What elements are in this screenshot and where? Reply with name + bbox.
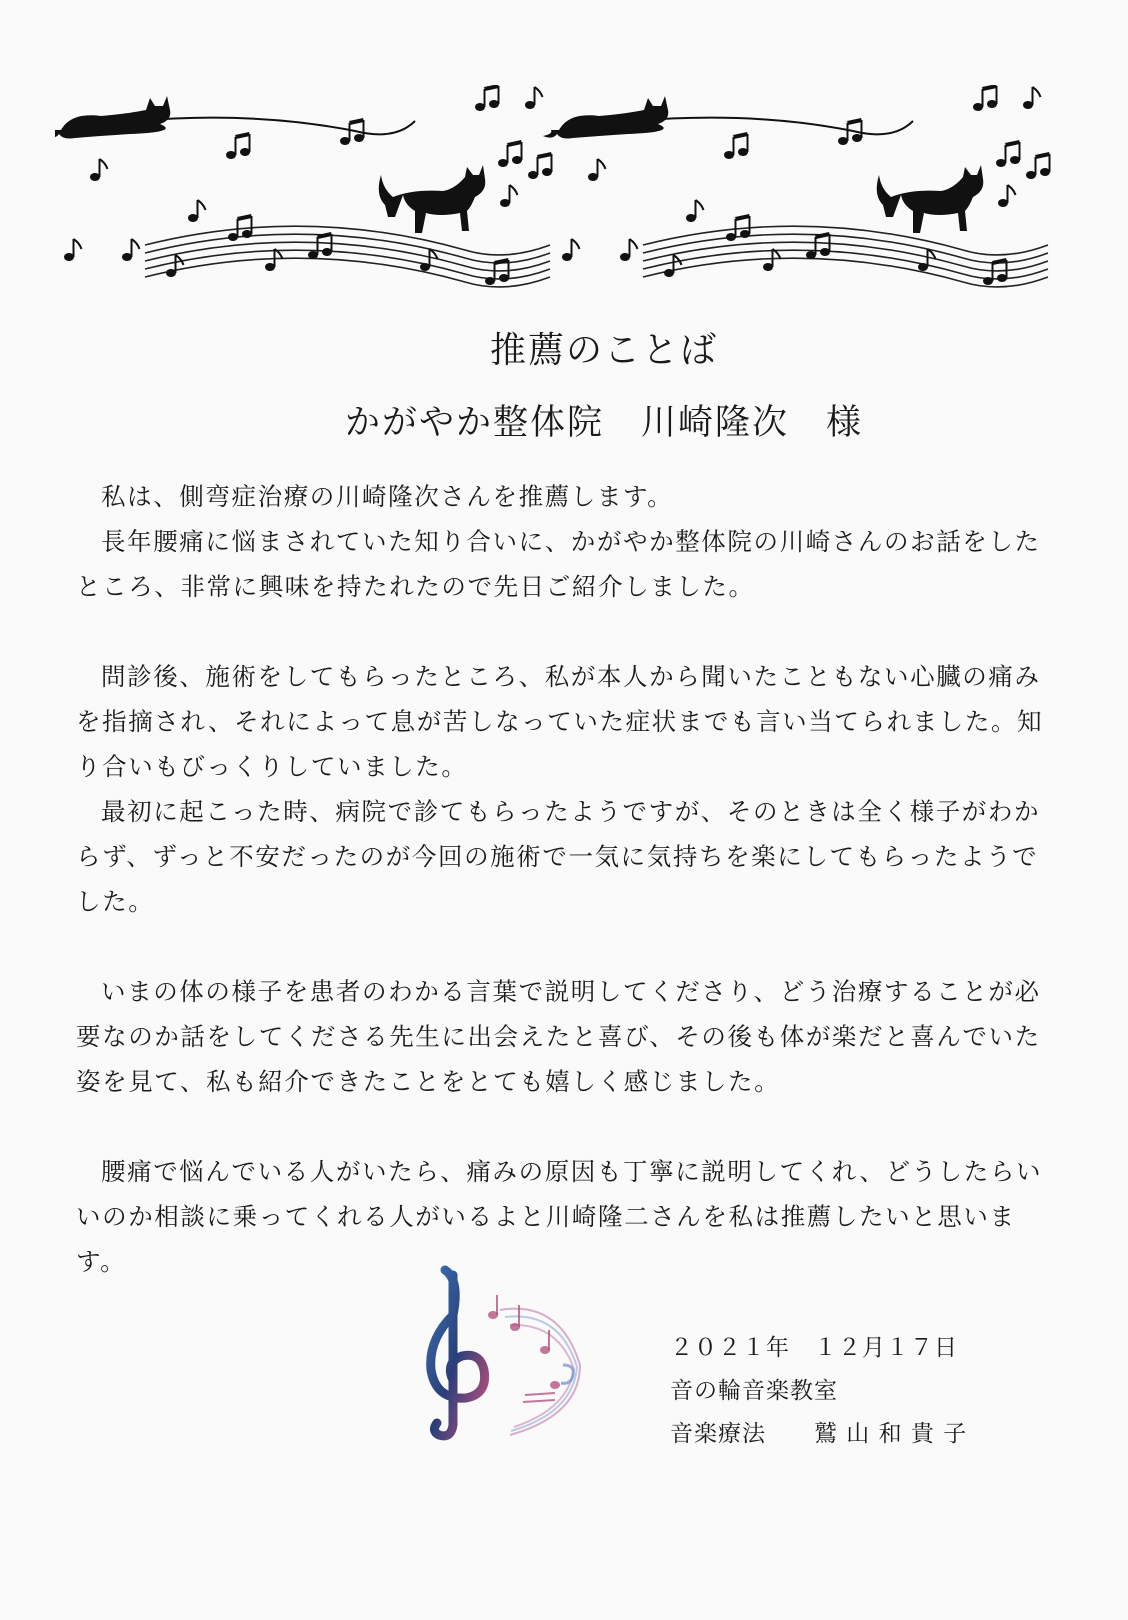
paragraph: 腰痛で悩んでいる人がいたら、痛みの原因も丁寧に説明してくれ、どうしたらいいのか相談に乗ってくれる人がいるよと川崎隆二さんを私は推薦したいと思います。 xyxy=(76,1157,1043,1276)
treble-clef-logo xyxy=(405,1255,605,1445)
paragraph: いまの体の様子を患者のわかる言葉で説明してくださり、どう治療することが必要なのか話をしてくださる先生に出会えたと喜び、その後も体が楽だと喜んでいた姿を見て、私も紹介できたことをとても嬉しく感じました。 xyxy=(76,977,1041,1096)
paragraph: 問診後、施術をしてもらったところ、私が本人から聞いたこともない心臓の痛みを指摘され、それによって息が苦しなっていた症状までも言い当てられました。知り合いもびっくりしていました。 xyxy=(76,662,1044,781)
signer-name: 音楽療法 鷲 山 和 貴 子 xyxy=(670,1421,968,1447)
paragraph: 最初に起こった時、病院で診てもらったようですが、そのときは全く様子がわからず、ずっと不安だったのが今回の施術で一気に気持ちを楽にしてもらったようでした。 xyxy=(76,797,1041,916)
letter-body xyxy=(76,474,1061,1284)
cat-music-banner xyxy=(55,85,1095,310)
letter-date: ２０２１年 １２月１７日 xyxy=(670,1335,958,1361)
organization-name: 音の輪音楽教室 xyxy=(670,1378,838,1404)
letter-addressee: かがやか整体院 川崎隆次 様 xyxy=(344,403,863,443)
paragraph: 長年腰痛に悩まされていた知り合いに、かがやか整体院の川崎さんのお話をしたところ、非常に興味を持たれたので先日ご紹介しました。 xyxy=(76,527,1041,601)
paragraph: 私は、側弯症治療の川崎隆次さんを推薦します。 xyxy=(101,482,674,511)
letter-title: 推薦のことば xyxy=(489,330,718,371)
signature-block xyxy=(670,1327,967,1456)
